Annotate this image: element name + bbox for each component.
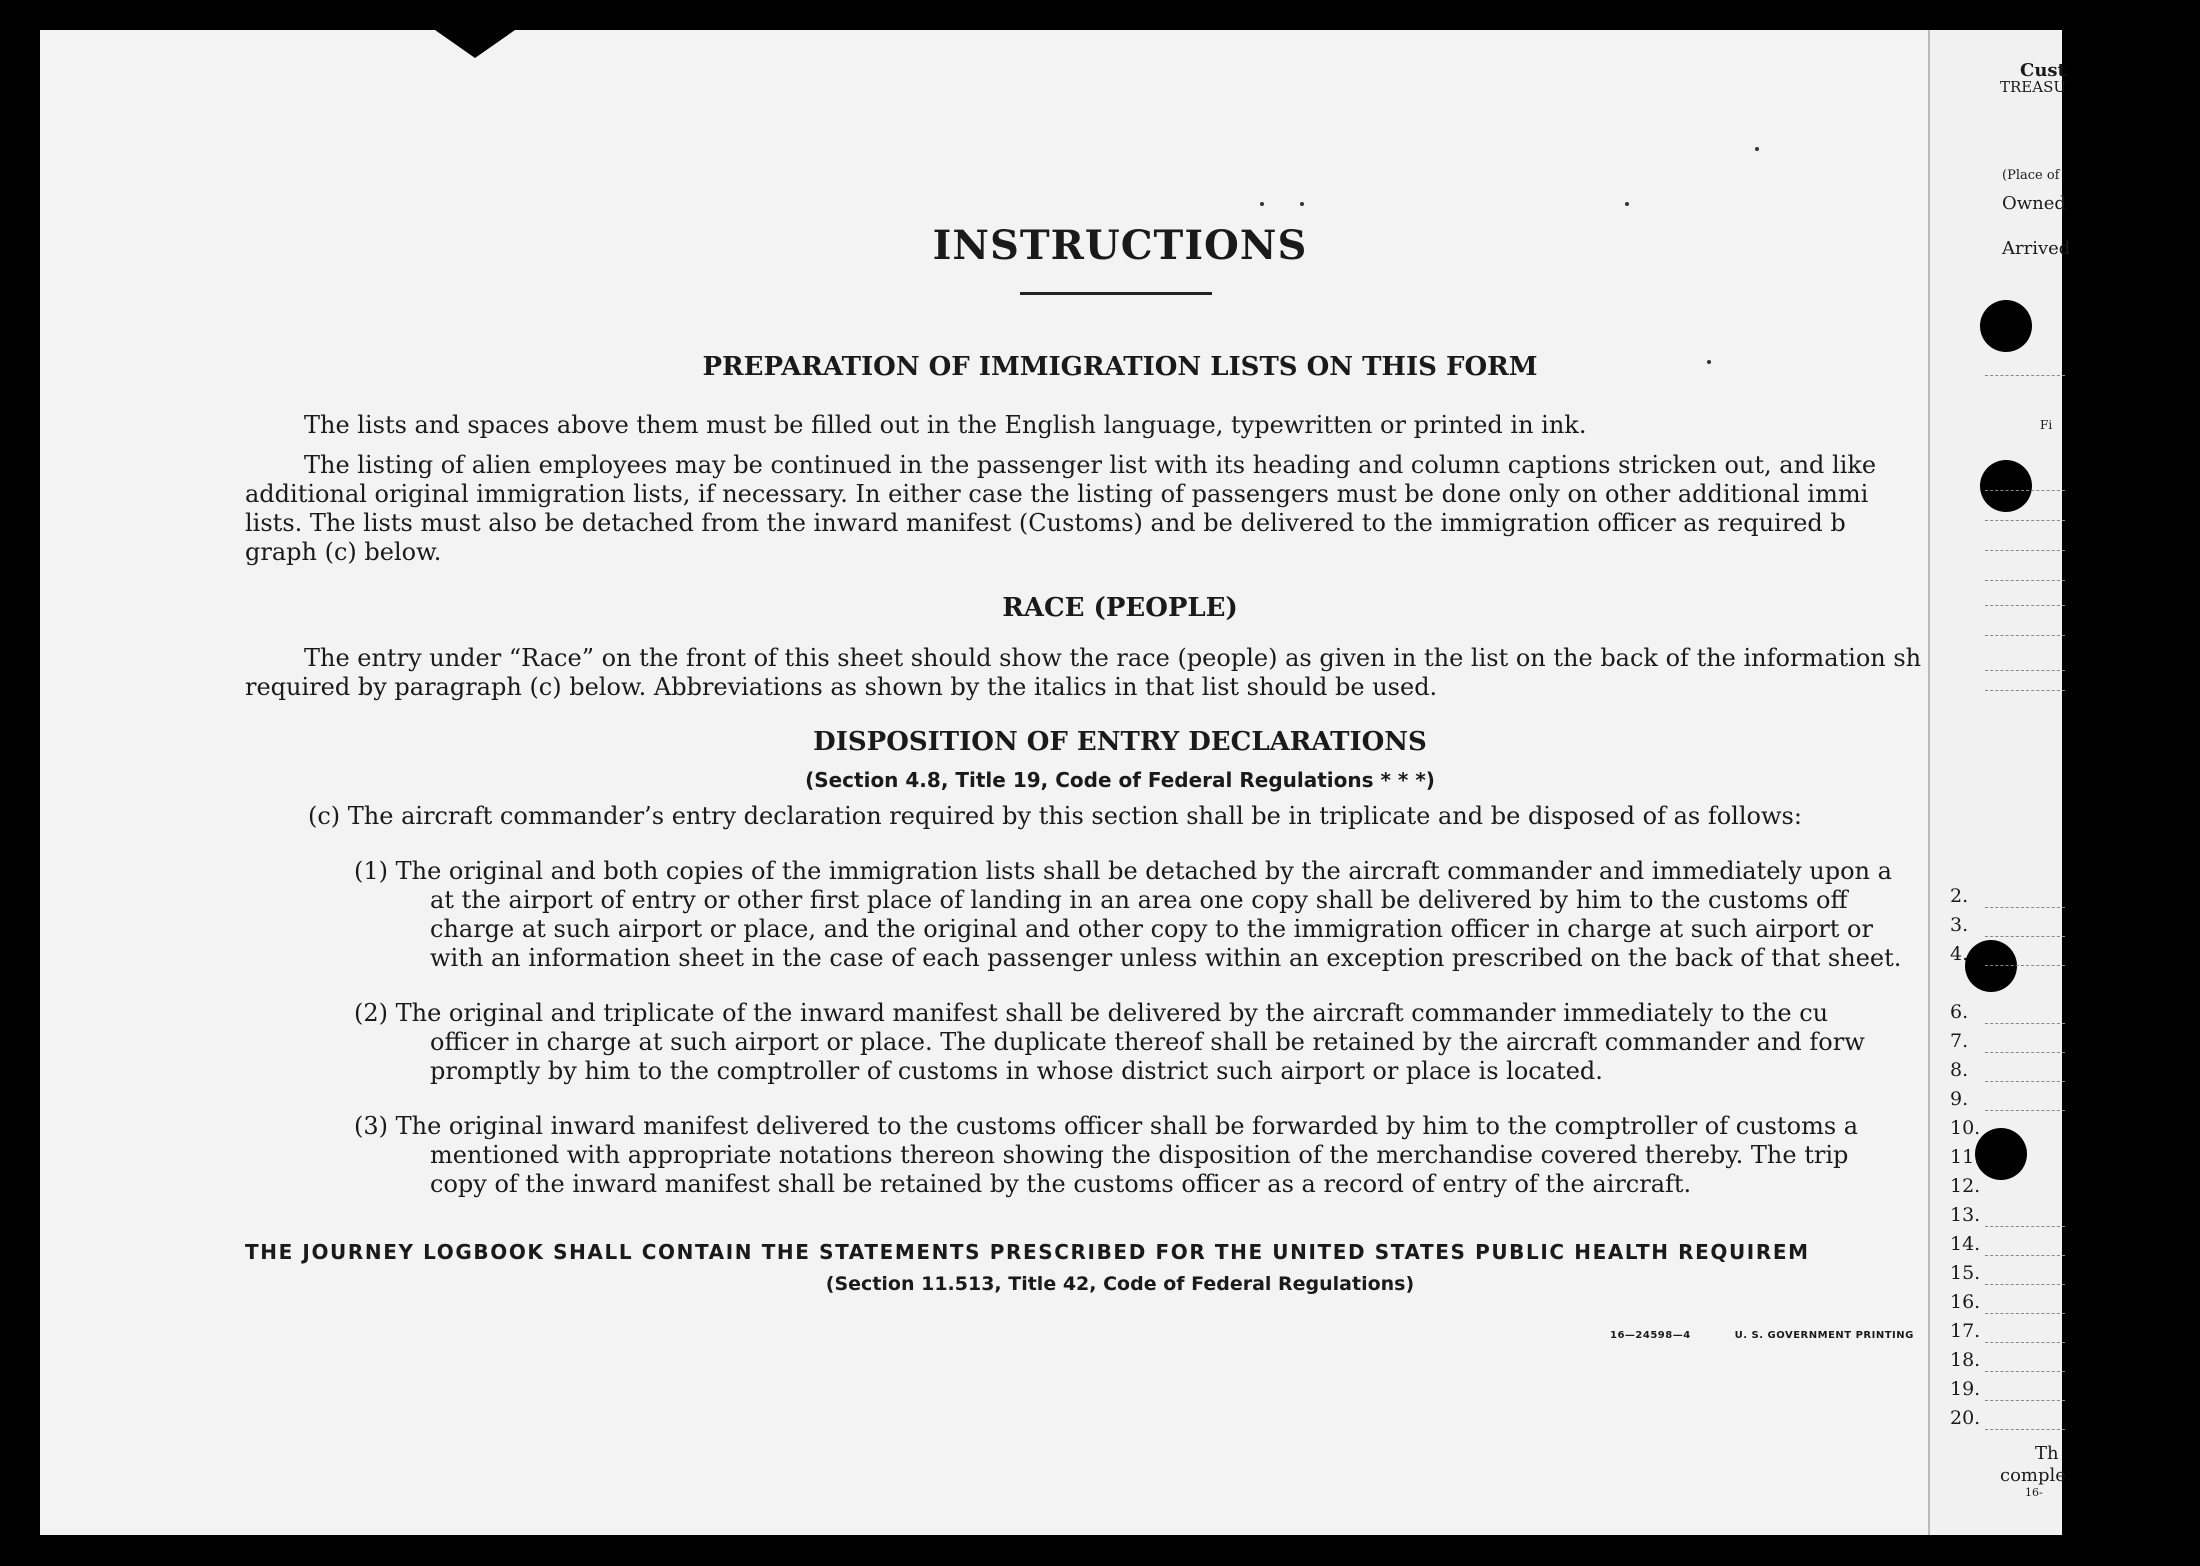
item-1-line-3: charge at such airport or place, and the original and other copy to the immigration officer in charge at such airport or xyxy=(430,915,1873,943)
scan-speck xyxy=(1300,202,1304,206)
scan-speck xyxy=(1625,202,1629,206)
strip-line-number: 17. xyxy=(1950,1320,1981,1342)
strip-rule xyxy=(1985,1052,2065,1053)
strip-foot-3: 16- xyxy=(2025,1486,2043,1499)
item-2-line-3: promptly by him to the comptroller of customs in whose district such airport or place is located. xyxy=(430,1057,1603,1085)
strip-line-number: 6. xyxy=(1950,1001,1969,1023)
punch-hole xyxy=(1980,300,2032,352)
strip-rule xyxy=(1985,1342,2065,1343)
strip-line-number: 7. xyxy=(1950,1030,1969,1052)
disposition-subheading: (Section 4.8, Title 19, Code of Federal Regulations * * *) xyxy=(805,768,1435,792)
race-heading: RACE (PEOPLE) xyxy=(1002,593,1238,623)
strip-line-number: 13. xyxy=(1950,1204,1981,1226)
prep-line-1: The lists and spaces above them must be filled out in the English language, typewritten or printed in ink. xyxy=(304,411,1587,439)
prep-line-4: lists. The lists must also be detached from the inward manifest (Customs) and be delivered to the immigration officer as required b xyxy=(245,509,1846,537)
strip-rule xyxy=(1985,936,2065,937)
strip-line-number: 16. xyxy=(1950,1291,1981,1313)
strip-rule xyxy=(1985,1081,2065,1082)
strip-line-number: 14. xyxy=(1950,1233,1981,1255)
strip-line-number: 2. xyxy=(1950,885,1969,907)
strip-rule xyxy=(1985,670,2065,671)
strip-rule xyxy=(1985,1255,2065,1256)
item-3-line-1: (3) The original inward manifest delivered to the customs officer shall be forwarded by him to the comptroller of customs a xyxy=(354,1112,1859,1140)
prep-heading: PREPARATION OF IMMIGRATION LISTS ON THIS FORM xyxy=(702,352,1538,382)
item-1-line-4: with an information sheet in the case of each passenger unless within an exception prescribed on the back of that sheet. xyxy=(430,944,1902,972)
health-requirement-notice: THE JOURNEY LOGBOOK SHALL CONTAIN THE STATEMENTS PRESCRIBED FOR THE UNITED STATES PUBLIC HEALTH REQUIREM xyxy=(245,1240,1810,1264)
punch-hole xyxy=(1965,940,2017,992)
printer-name: U. S. GOVERNMENT PRINTING xyxy=(1734,1330,1914,1341)
scan-speck xyxy=(1707,360,1711,364)
strip-foot-2: comple xyxy=(2000,1465,2066,1486)
punch-hole xyxy=(1975,1128,2027,1180)
item-2-line-2: officer in charge at such airport or place. The duplicate thereof shall be retained by the aircraft commander and forw xyxy=(430,1028,1865,1056)
strip-header-2: TREASU xyxy=(2000,78,2066,96)
adjacent-page-strip xyxy=(1928,30,2071,1535)
strip-rule xyxy=(1985,520,2065,521)
prep-line-2: The listing of alien employees may be continued in the passenger list with its heading and column captions stricken out, and like xyxy=(304,451,1877,479)
strip-line-number: 3. xyxy=(1950,914,1969,936)
strip-rule xyxy=(1985,1110,2065,1111)
strip-fi-label: Fi xyxy=(2040,418,2053,432)
item-1-line-2: at the airport of entry or other first place of landing in an area one copy shall be delivered by him to the customs off xyxy=(430,886,1848,914)
item-3-line-2: mentioned with appropriate notations thereon showing the disposition of the merchandise covered thereby. The trip xyxy=(430,1141,1849,1169)
strip-rule xyxy=(1985,1313,2065,1314)
item-2-line-1: (2) The original and triplicate of the inward manifest shall be delivered by the aircraft commander immediately to the cu xyxy=(354,999,1829,1027)
strip-rule xyxy=(1985,690,2065,691)
document-sheet xyxy=(40,30,2071,1535)
printer-line xyxy=(1610,1330,1954,1341)
strip-line-number: 8. xyxy=(1950,1059,1969,1081)
strip-foot-1: Th xyxy=(2035,1443,2059,1464)
strip-rule xyxy=(1985,1284,2065,1285)
strip-rule xyxy=(1985,1371,2065,1372)
strip-rule xyxy=(1985,580,2065,581)
strip-line-number: 19. xyxy=(1950,1378,1981,1400)
strip-header-1: Cust xyxy=(2020,60,2066,81)
strip-rule xyxy=(1985,965,2065,966)
page-title: INSTRUCTIONS xyxy=(932,222,1308,269)
scan-speck xyxy=(1260,202,1264,206)
strip-rule xyxy=(1985,375,2065,376)
strip-rule xyxy=(1985,1023,2065,1024)
instructions-page xyxy=(40,30,1955,1535)
race-line-2: required by paragraph (c) below. Abbreviations as shown by the italics in that list should be used. xyxy=(245,673,1438,701)
strip-rule xyxy=(1985,550,2065,551)
strip-rule xyxy=(1985,907,2065,908)
strip-rule xyxy=(1985,1226,2065,1227)
strip-line-number: 15. xyxy=(1950,1262,1981,1284)
strip-place-label: (Place of xyxy=(2002,168,2060,183)
prep-line-5: graph (c) below. xyxy=(245,538,442,566)
race-line-1: The entry under “Race” on the front of this sheet should show the race (people) as given in the list on the back of the information sh xyxy=(304,644,1922,672)
strip-rule xyxy=(1985,490,2065,491)
strip-owned-label: Owned xyxy=(2002,193,2066,214)
strip-line-number: 20. xyxy=(1950,1407,1981,1429)
health-requirement-section: (Section 11.513, Title 42, Code of Federal Regulations) xyxy=(825,1273,1415,1295)
strip-rule xyxy=(1985,1429,2065,1430)
strip-line-number: 10. xyxy=(1950,1117,1981,1139)
punch-hole xyxy=(1980,460,2032,512)
form-number: 16—24598—4 xyxy=(1610,1330,1691,1341)
prep-line-3: additional original immigration lists, if necessary. In either case the listing of passengers must be done only on other additional immi xyxy=(245,480,1869,508)
strip-rule xyxy=(1985,1400,2065,1401)
item-1-line-1: (1) The original and both copies of the immigration lists shall be detached by the aircraft commander and immediately upon a xyxy=(354,857,1892,885)
disposition-intro: (c) The aircraft commander’s entry declaration required by this section shall be in triplicate and be disposed of as follows: xyxy=(308,802,1802,830)
strip-rule xyxy=(1985,635,2065,636)
strip-line-number: 9. xyxy=(1950,1088,1969,1110)
strip-line-number: 11. xyxy=(1950,1146,1981,1168)
strip-line-number: 12. xyxy=(1950,1175,1981,1197)
item-3-line-3: copy of the inward manifest shall be retained by the customs officer as a record of entry of the aircraft. xyxy=(430,1170,1692,1198)
strip-rule xyxy=(1985,605,2065,606)
strip-line-number: 18. xyxy=(1950,1349,1981,1371)
strip-arrived-label: Arrived xyxy=(2002,238,2071,259)
disposition-heading: DISPOSITION OF ENTRY DECLARATIONS xyxy=(813,727,1427,757)
scan-speck xyxy=(1755,147,1759,151)
title-rule xyxy=(1020,292,1212,295)
strip-line-number: 4. xyxy=(1950,943,1969,965)
